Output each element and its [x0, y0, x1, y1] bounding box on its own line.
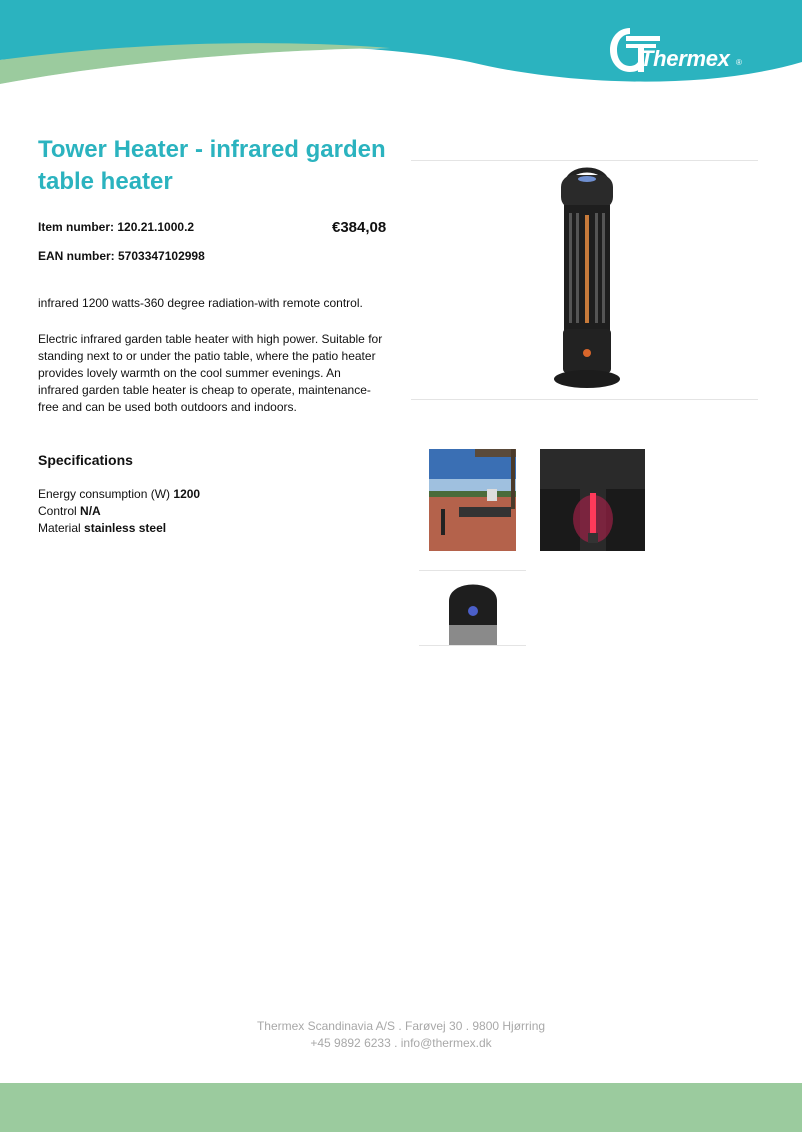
product-price: €384,08: [332, 219, 387, 236]
spec-value: N/A: [80, 504, 101, 518]
footer-bar: [0, 1083, 802, 1132]
spec-value: stainless steel: [84, 521, 167, 535]
footer-address: Thermex Scandinavia A/S . Farøvej 30 . 9800 Hjørring: [256, 1019, 546, 1033]
product-thumbnail-closeup: [419, 570, 526, 646]
product-main-image: [411, 160, 758, 400]
product-thumbnail-terrace: [429, 449, 516, 551]
long-description: Electric infrared garden table heater with high power. Suitable for standing next to or under the patio table, where the patio heater provides lovely warmth on the cool summer evenings. An infrared garden table heater is cheap to operate, maintenance-free and can be used both outdoors and indoors.: [38, 332, 383, 414]
item-number: Item number: 120.21.1000.2: [38, 220, 195, 234]
brand-name: Thermex: [640, 46, 730, 71]
short-description: infrared 1200 watts-360 degree radiation-with remote control.: [38, 296, 363, 310]
product-thumbnail-night: [540, 449, 645, 551]
specifications-heading: Specifications: [38, 452, 133, 468]
spec-row-material: [38, 521, 166, 535]
spec-row-control: [38, 504, 101, 518]
product-title: Tower Heater - infrared garden table heater: [38, 136, 386, 195]
spec-label: Control: [38, 504, 77, 518]
spec-label: Material: [38, 521, 81, 535]
spec-row-energy: [38, 487, 200, 501]
ean-number: EAN number: 5703347102998: [38, 249, 205, 263]
spec-value: 1200: [173, 487, 201, 501]
brand-registered-mark: ®: [736, 58, 742, 67]
footer-contact: +45 9892 6233 . info@thermex.dk: [310, 1036, 492, 1050]
spec-label: Energy consumption (W): [38, 487, 171, 501]
